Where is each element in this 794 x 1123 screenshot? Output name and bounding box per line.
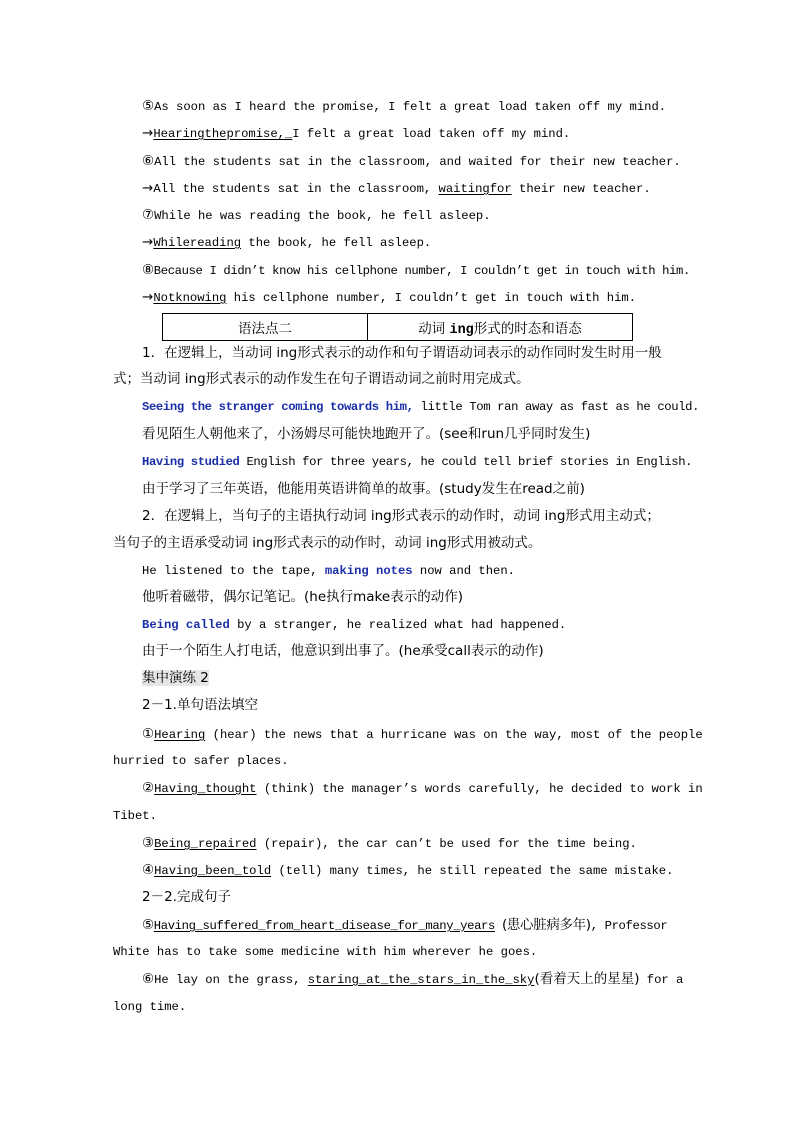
practice-title: 集中演练 2 — [142, 670, 209, 686]
point2-example2: Being called by a stranger, he realized what had happened. — [142, 618, 567, 632]
point1-example1-translation: 看见陌生人朝他来了，小汤姆尽可能快地跑开了。(see和run几乎同时发生) — [142, 426, 591, 442]
question-2: ②Having_thought (think) the manager’s words carefully, he decided to work in — [142, 780, 703, 796]
practice-section2-title: 2－2.完成句子 — [142, 889, 231, 905]
question-1-cont: hurried to safer places. — [113, 754, 289, 768]
question-2-cont: Tibet. — [113, 809, 157, 823]
grammar-point-label: 语法点二 — [163, 314, 368, 341]
question-6: ⑥He lay on the grass, staring_at_the_stars_in_the_sky(看着天上的星星) for a — [142, 971, 684, 987]
question-5: ⑤Having_suffered_from_heart_disease_for_many_years (患心脏病多年), Professor — [142, 917, 668, 933]
example-6-rewrite: →All the students sat in the classroom, waitingfor their new teacher. — [142, 180, 651, 196]
question-3: ③Being_repaired (repair), the car can’t be used for the time being. — [142, 835, 637, 851]
example-6: ⑥All the students sat in the classroom, and waited for their new teacher. — [142, 153, 681, 169]
point2-line2: 当句子的主语承受动词 ing形式表示的动作时，动词 ing形式用被动式。 — [113, 535, 542, 551]
question-5-cont: White has to take some medicine with him wherever he goes. — [113, 945, 538, 959]
grammar-point-topic: 动词 ing形式的时态和语态 — [368, 314, 633, 341]
practice-section1-title: 2－1.单句语法填空 — [142, 697, 258, 713]
grammar-point-table — [162, 313, 633, 341]
point1-line1: 1．在逻辑上，当动词 ing形式表示的动作和句子谓语动词表示的动作同时发生时用一般 — [142, 345, 662, 361]
point1-example1: Seeing the stranger coming towards him, little Tom ran away as fast as he could. — [142, 400, 700, 414]
point2-example1-translation: 他听着磁带，偶尔记笔记。(he执行make表示的动作) — [142, 589, 463, 605]
example-8: ⑧Because I didn’t know his cellphone number, I couldn’t get in touch with him. — [142, 262, 690, 278]
question-6-cont: long time. — [113, 1000, 187, 1014]
example-7: ⑦While he was reading the book, he fell asleep. — [142, 207, 491, 223]
point2-example2-translation: 由于一个陌生人打电话，他意识到出事了。(he承受call表示的动作) — [142, 643, 544, 659]
example-7-rewrite: →Whilereading the book, he fell asleep. — [142, 234, 432, 250]
example-5-rewrite: →Hearingthepromise,_I felt a great load taken off my mind. — [142, 125, 571, 141]
example-5: ⑤As soon as I heard the promise, I felt a great load taken off my mind. — [142, 98, 667, 114]
question-4: ④Having_been_told (tell) many times, he still repeated the same mistake. — [142, 862, 674, 878]
point1-line2: 式；当动词 ing形式表示的动作发生在句子谓语动词之前时用完成式。 — [113, 371, 530, 387]
point1-example2: Having studied English for three years, he could tell brief stories in English. — [142, 455, 693, 469]
point1-example2-translation: 由于学习了三年英语，他能用英语讲简单的故事。(study发生在read之前) — [142, 481, 585, 497]
example-8-rewrite: →Notknowing his cellphone number, I couldn’t get in touch with him. — [142, 289, 637, 305]
point2-line1: 2．在逻辑上，当句子的主语执行动词 ing形式表示的动作时，动词 ing形式用主动式； — [142, 508, 660, 524]
point2-example1: He listened to the tape, making notes now and then. — [142, 564, 516, 578]
question-1: ①Hearing (hear) the news that a hurricane was on the way, most of the people — [142, 726, 703, 742]
